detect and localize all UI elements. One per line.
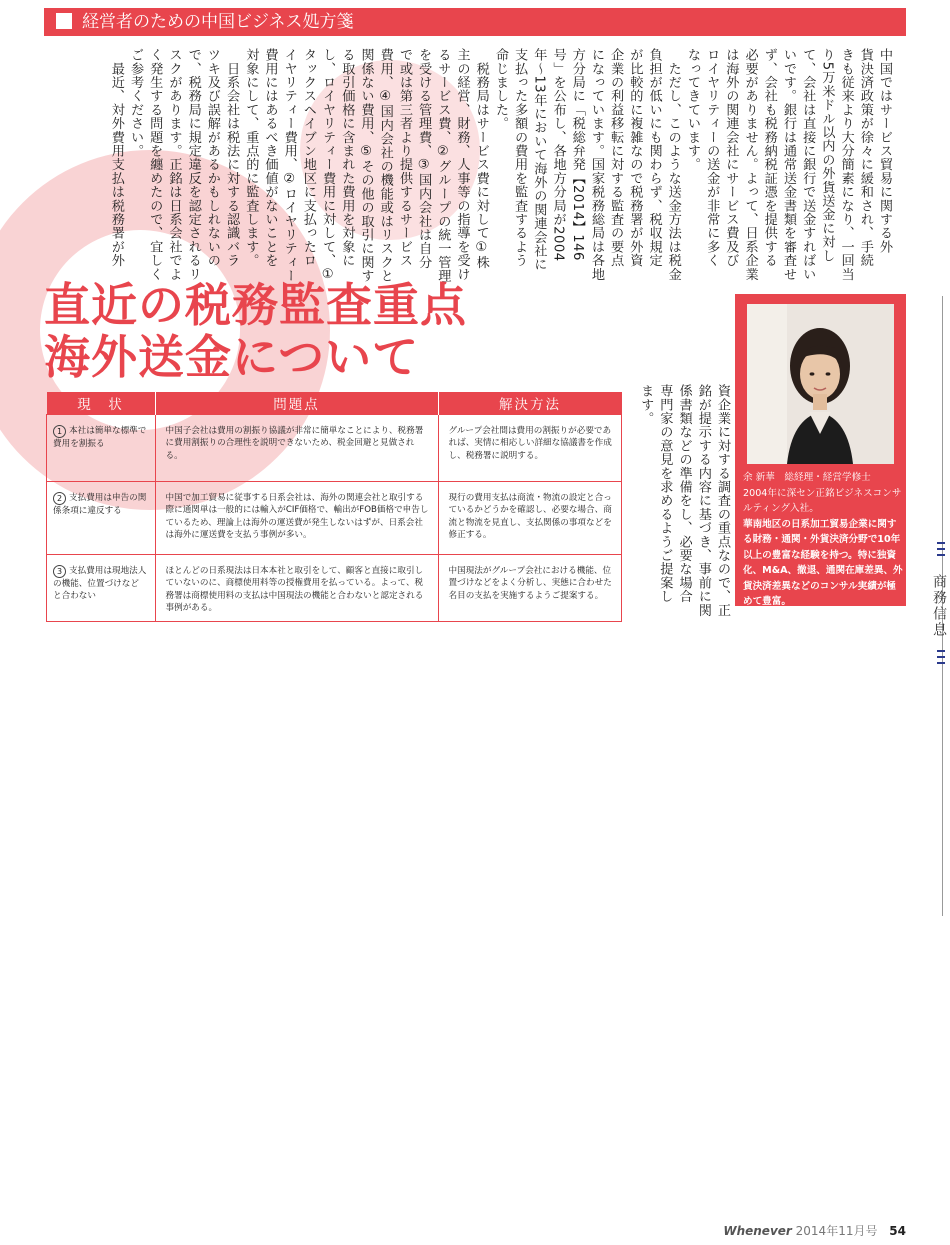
article-body-top: [49, 48, 894, 283]
status-cell: [47, 482, 156, 555]
status-text: 支払費用は現地法人の機能、位置づけなどと合わない: [53, 566, 147, 602]
body-text-column: 中国ではサービス貿易に関する外: [877, 48, 892, 254]
body-text-column: く発生する問題を纏めたので、宜しく: [147, 48, 163, 281]
magazine-name: Whenever: [723, 1224, 792, 1238]
profile-career: 2004年に深セン正銘ビジネスコンサルティング入社。: [743, 487, 902, 514]
solution-cell: 中国現法がグループ会社における機能、位置づけなどをよく分析し、実態に合わせた名目の支払を実施するようご提案する。: [438, 555, 622, 622]
problem-cell: 中国で加工貿易に従事する日系会社は、海外の関連会社と取引する際に通関単は一般的には輸入がCIF価格で、輸出がFOB価格で申告しているため、理論上は海外の運送費が発生しないはずが、日系会社は海外に運送費を支払う事例が多い。: [155, 482, 438, 555]
body-text-column: 命じました。: [492, 48, 508, 131]
table-row: [47, 415, 622, 482]
profile-name: 余 新華 総経理・経営学修士: [743, 472, 871, 483]
body-text-column: 号」を公布し、各地方分局が2004: [550, 48, 566, 262]
body-text-column: 貨決済政策が徐々に緩和され、手続: [857, 48, 873, 268]
body-text-column: 必要がありません。よって、日系企業: [742, 48, 758, 281]
body-text-column: 主の経営、財務、人事等の指導を受け: [454, 48, 470, 281]
body-text-column: 費用にはあるべき価値がないことを: [262, 48, 278, 268]
body-text-column: 方分局に「税総弁発【2014】146: [569, 48, 585, 261]
body-text-column: 日系会社は税法に対する認識バラ: [224, 48, 240, 268]
body-text-column: 費用、④国内会社の機能或はリスクと: [377, 48, 393, 283]
body-text-column: 関係ない費用、⑤その他の取引に関す: [358, 48, 374, 283]
body-text-column: は海外の関連会社にサービス費及び: [723, 48, 739, 268]
body-text-column: を受ける管理費、③国内会社は自分: [416, 48, 432, 269]
body-text-column: 銘が提示する内容に基づき、事前に関: [695, 384, 711, 617]
section-side-label: 商務信息: [931, 574, 947, 638]
problem-cell: 中国子会社は費用の割振り協議が非常に簡単なことにより、税務署に費用割振りの合理性を説明できないため、税金回避と見做される。: [155, 415, 438, 482]
body-text-column: 負担が低いにも関わらず、税収規定: [646, 48, 662, 268]
body-text-column: いです。銀行は通常送金書類を審査せ: [780, 48, 796, 281]
body-text-column: なってきています。: [684, 48, 700, 172]
solution-cell: グループ会社間は費用の割振りが必要であれば、実情に相応しい詳細な協議書を作成し、税務署に説明する。: [438, 415, 622, 482]
body-text-column: ご参考ください。: [128, 48, 144, 158]
section-header-title: 経営者のための中国ビジネス処方箋: [82, 12, 354, 32]
side-mark-icon: [937, 548, 945, 550]
body-text-column: イヤリティー費用、②ロイヤリティー: [281, 48, 297, 283]
header-status: 現 状: [47, 392, 156, 415]
body-text-column: 資企業に対する調査の重点なので、正: [715, 384, 730, 617]
body-text-column: ます。: [638, 384, 654, 426]
solution-cell: 現行の費用支払は商流・物流の設定と合っているかどうかを確認し、必要な場合、商流と物流を見直し、支払関係の事項などを修正する。: [438, 482, 622, 555]
side-mark-icon: [937, 554, 945, 556]
row-number: 1: [53, 425, 66, 438]
article-body-mid: [632, 384, 732, 616]
profile-text: [743, 470, 903, 610]
body-text-column: で或は第三者より提供するサービス: [396, 48, 412, 268]
body-text-column: が比較的に複雑なので税務署が外資: [627, 48, 643, 268]
table-header-row: [47, 392, 622, 415]
body-text-column: 最近、対外費用支払は税務署が外: [108, 48, 124, 268]
body-text-column: ツキ及び誤解があるかもしれないの: [204, 48, 220, 268]
body-text-column: 税務局はサービス費に対して①株: [473, 48, 489, 269]
header-problem: 問題点: [155, 392, 438, 415]
body-text-column: 対象にして、重点的に監査します。: [243, 48, 259, 268]
issue-table: [46, 392, 622, 622]
header-solution: 解決方法: [438, 392, 622, 415]
body-text-column: ロイヤリティーの送金が非常に多く: [704, 48, 720, 268]
headline-line-2: 海外送金について: [44, 330, 420, 384]
author-photo: [747, 304, 894, 464]
table-row: [47, 555, 622, 622]
side-mark-icon: [937, 650, 945, 652]
header-square-icon: [56, 13, 72, 29]
profile-expertise: 華南地区の日系加工貿易企業に関する財務・通関・外貨決済分野で10年以上の豊富な経験を持つ。特に独資化、M&A、撤退、通関在庫差異、外貨決済差異などのコンサル実績が極めて豊富。: [743, 518, 903, 607]
body-text-column: る取引価格に含まれた費用を対象に: [339, 48, 355, 268]
body-text-column: で、税務局に規定違反を認定されるリ: [185, 48, 201, 281]
row-number: 3: [53, 565, 66, 578]
status-text: 支払費用は申告の関係条項に違反する: [53, 493, 147, 516]
body-text-column: になっています。国家税務総局は各地: [588, 48, 604, 281]
side-mark-icon: [937, 542, 945, 544]
row-number: 2: [53, 492, 66, 505]
body-text-column: り5万米ドル以内の外貨送金に対し: [819, 48, 835, 263]
body-text-column: 係書類などの準備をし、必要な場合: [676, 384, 692, 604]
body-text-column: スクがあります。正銘は日系会社でよ: [166, 48, 182, 281]
body-text-column: 企業の利益移転に対する監査の要点: [608, 48, 624, 268]
status-cell: [47, 415, 156, 482]
issue-label: 2014年11月号: [795, 1224, 878, 1238]
side-mark-icon: [937, 662, 945, 664]
body-text-column: ただし、このような送金方法は税金: [665, 48, 681, 281]
body-text-column: るサービス費、②グループの統一管理: [435, 48, 451, 283]
status-cell: [47, 555, 156, 622]
table-row: [47, 482, 622, 555]
body-text-column: きも従来より大分簡素になり、一回当: [838, 48, 854, 281]
author-portrait-image: [747, 304, 894, 464]
body-text-column: し、ロイヤリティー費用に対して、①: [320, 48, 336, 283]
page-footer: [723, 1222, 906, 1239]
side-mark-icon: [937, 656, 945, 658]
body-text-column: て、会社は直接に銀行で送金すればい: [800, 48, 816, 281]
body-text-column: 年〜13年において海外の関連会社に: [531, 48, 547, 272]
headline-line-1: 直近の税務監査重点: [44, 278, 467, 332]
body-text-column: 専門家の意見を求めるようご提案し: [657, 384, 673, 604]
body-text-column: タックスヘイブン地区に支払ったロ: [300, 48, 316, 268]
body-text-column: ず、会社も税務納税証憑を提供する: [761, 48, 777, 268]
body-text-column: 支払った多額の費用を監査するよう: [512, 48, 528, 268]
problem-cell: ほとんどの日系現法は日本本社と取引をして、顧客と直接に取引していないのに、商標使用料等の授権費用を払っている。よって、税務署は商標使用料の支払は中国現法の機能と合わないと認定される事例がある。: [155, 555, 438, 622]
status-text: 本社は簡単な標準で費用を割振る: [53, 426, 147, 449]
page-number: 54: [889, 1224, 906, 1238]
